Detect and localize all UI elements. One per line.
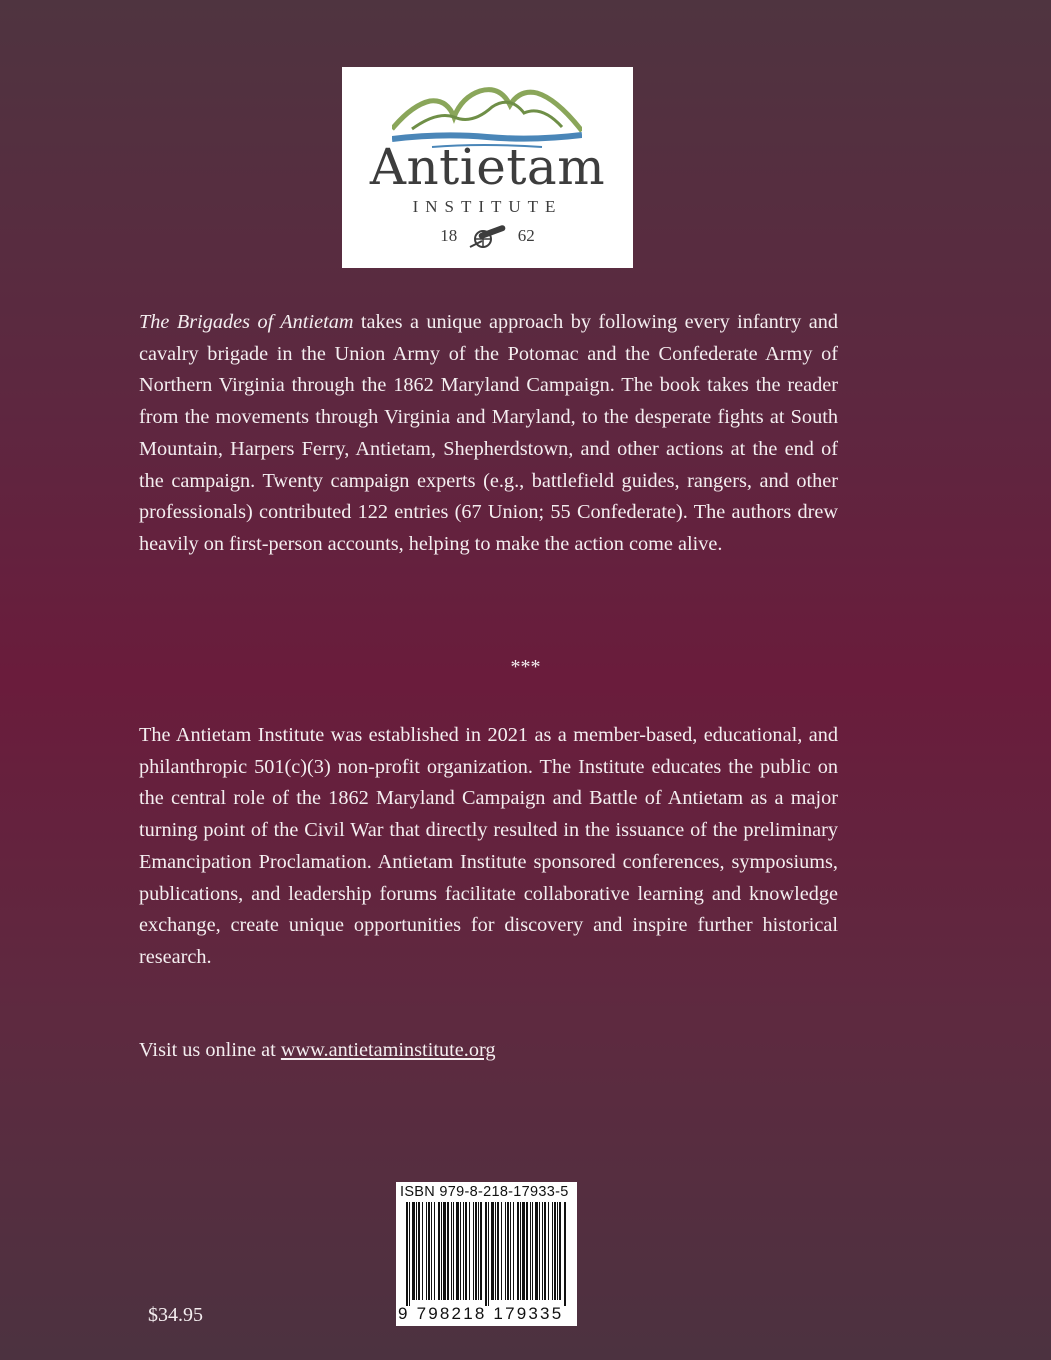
barcode bbox=[396, 1182, 577, 1326]
barcode-bar bbox=[416, 1202, 417, 1300]
institute-logo bbox=[342, 67, 633, 268]
barcode-bar bbox=[559, 1202, 561, 1300]
barcode-bar bbox=[428, 1202, 430, 1300]
barcode-bar bbox=[495, 1202, 496, 1300]
isbn-digits: 9 798218 179335 bbox=[398, 1304, 564, 1323]
barcode-bar bbox=[510, 1202, 511, 1300]
barcode-bar bbox=[434, 1202, 435, 1300]
barcode-bar bbox=[447, 1202, 449, 1300]
website-link[interactable]: www.antietaminstitute.org bbox=[280, 1039, 496, 1061]
barcode-bar bbox=[542, 1202, 543, 1300]
barcode-bar bbox=[460, 1202, 461, 1300]
barcode-bar bbox=[564, 1202, 566, 1306]
barcode-bar bbox=[535, 1202, 538, 1300]
barcode-bar bbox=[418, 1202, 420, 1300]
barcode-bar bbox=[451, 1202, 452, 1300]
barcode-bar bbox=[465, 1202, 467, 1300]
separator: *** bbox=[510, 656, 541, 678]
barcode-bar bbox=[554, 1202, 556, 1300]
logo-year bbox=[342, 223, 633, 249]
barcode-bar bbox=[548, 1202, 549, 1300]
barcode-bar bbox=[526, 1202, 528, 1300]
isbn-label: ISBN 979-8-218-17933-5 bbox=[400, 1184, 569, 1200]
barcode-bar bbox=[501, 1202, 502, 1300]
barcode-bar bbox=[473, 1202, 474, 1300]
visit-line bbox=[139, 1039, 495, 1062]
barcode-bar bbox=[422, 1202, 423, 1300]
barcode-bar bbox=[557, 1202, 558, 1300]
barcode-bar bbox=[517, 1202, 519, 1300]
barcode-bar bbox=[530, 1202, 531, 1300]
barcode-bar bbox=[522, 1202, 525, 1300]
barcode-bar bbox=[406, 1202, 408, 1306]
logo-year-left: 18 bbox=[440, 226, 458, 245]
book-title: The Brigades of Antietam bbox=[139, 311, 354, 333]
barcode-bar bbox=[520, 1202, 521, 1300]
barcode-bars bbox=[406, 1202, 568, 1306]
barcode-bar bbox=[409, 1202, 410, 1306]
barcode-bar bbox=[453, 1202, 454, 1300]
barcode-bar bbox=[438, 1202, 440, 1300]
barcode-bar bbox=[544, 1202, 546, 1300]
price: $34.95 bbox=[148, 1304, 203, 1326]
barcode-bar bbox=[507, 1202, 509, 1300]
barcode-bar bbox=[456, 1202, 459, 1300]
barcode-bar bbox=[475, 1202, 477, 1300]
barcode-bar bbox=[532, 1202, 533, 1300]
visit-prefix: Visit us online at bbox=[139, 1039, 281, 1061]
barcode-bar bbox=[488, 1202, 489, 1306]
barcode-bar bbox=[412, 1202, 415, 1300]
logo-subtitle: INSTITUTE bbox=[412, 197, 563, 216]
barcode-bar bbox=[491, 1202, 494, 1300]
book-description bbox=[139, 307, 838, 561]
barcode-bar bbox=[497, 1202, 499, 1300]
logo-year-right: 62 bbox=[517, 226, 535, 245]
barcode-bar bbox=[505, 1202, 506, 1300]
barcode-bar bbox=[552, 1202, 553, 1300]
barcode-bar bbox=[485, 1202, 487, 1306]
barcode-bar bbox=[539, 1202, 540, 1300]
barcode-bar bbox=[431, 1202, 432, 1300]
cannon-icon bbox=[468, 223, 508, 249]
barcode-bar bbox=[480, 1202, 482, 1300]
logo-title: Antietam bbox=[369, 138, 606, 196]
barcode-bar bbox=[478, 1202, 479, 1300]
book-description-text: takes a unique approach by following every infantry and cavalry brigade in the Union Army of the Potomac and the Confederate Army of Northern Virginia through the 1862 Maryland Campaign. The book takes the reader from the movements through Virginia and Maryland, to the desperate fights at South Mountain, Harpers Ferry, Antietam, Shepherdstown, and other actions at the end of the campaign. Twenty campaign experts (e.g., battlefield guides, rangers, and other professionals) contributed 122 entries (67 Union; 55 Confederate). The authors drew heavily on first-person accounts, helping to make the action come alive. bbox=[139, 311, 838, 555]
barcode-bar bbox=[463, 1202, 464, 1300]
barcode-bar bbox=[426, 1202, 427, 1300]
barcode-bar bbox=[443, 1202, 446, 1300]
barcode-bar bbox=[513, 1202, 514, 1300]
barcode-bar bbox=[441, 1202, 442, 1300]
institute-description: The Antietam Institute was established in 2021 as a member-based, educational, and philanthropic 501(c)(3) non-profit organization. The Institute educates the public on the central role of the 1862 Maryland Campaign and Battle of Antietam as a major turning point of the Civil War that directly resulted in the issuance of the preliminary Emancipation Proclamation. Antietam Institute sponsored conferences, symposiums, publications, and leadership forums facilitate collaborative learning and knowledge exchange, create unique opportunities for discovery and inspire further historical research. bbox=[139, 724, 838, 968]
barcode-bar bbox=[469, 1202, 470, 1300]
